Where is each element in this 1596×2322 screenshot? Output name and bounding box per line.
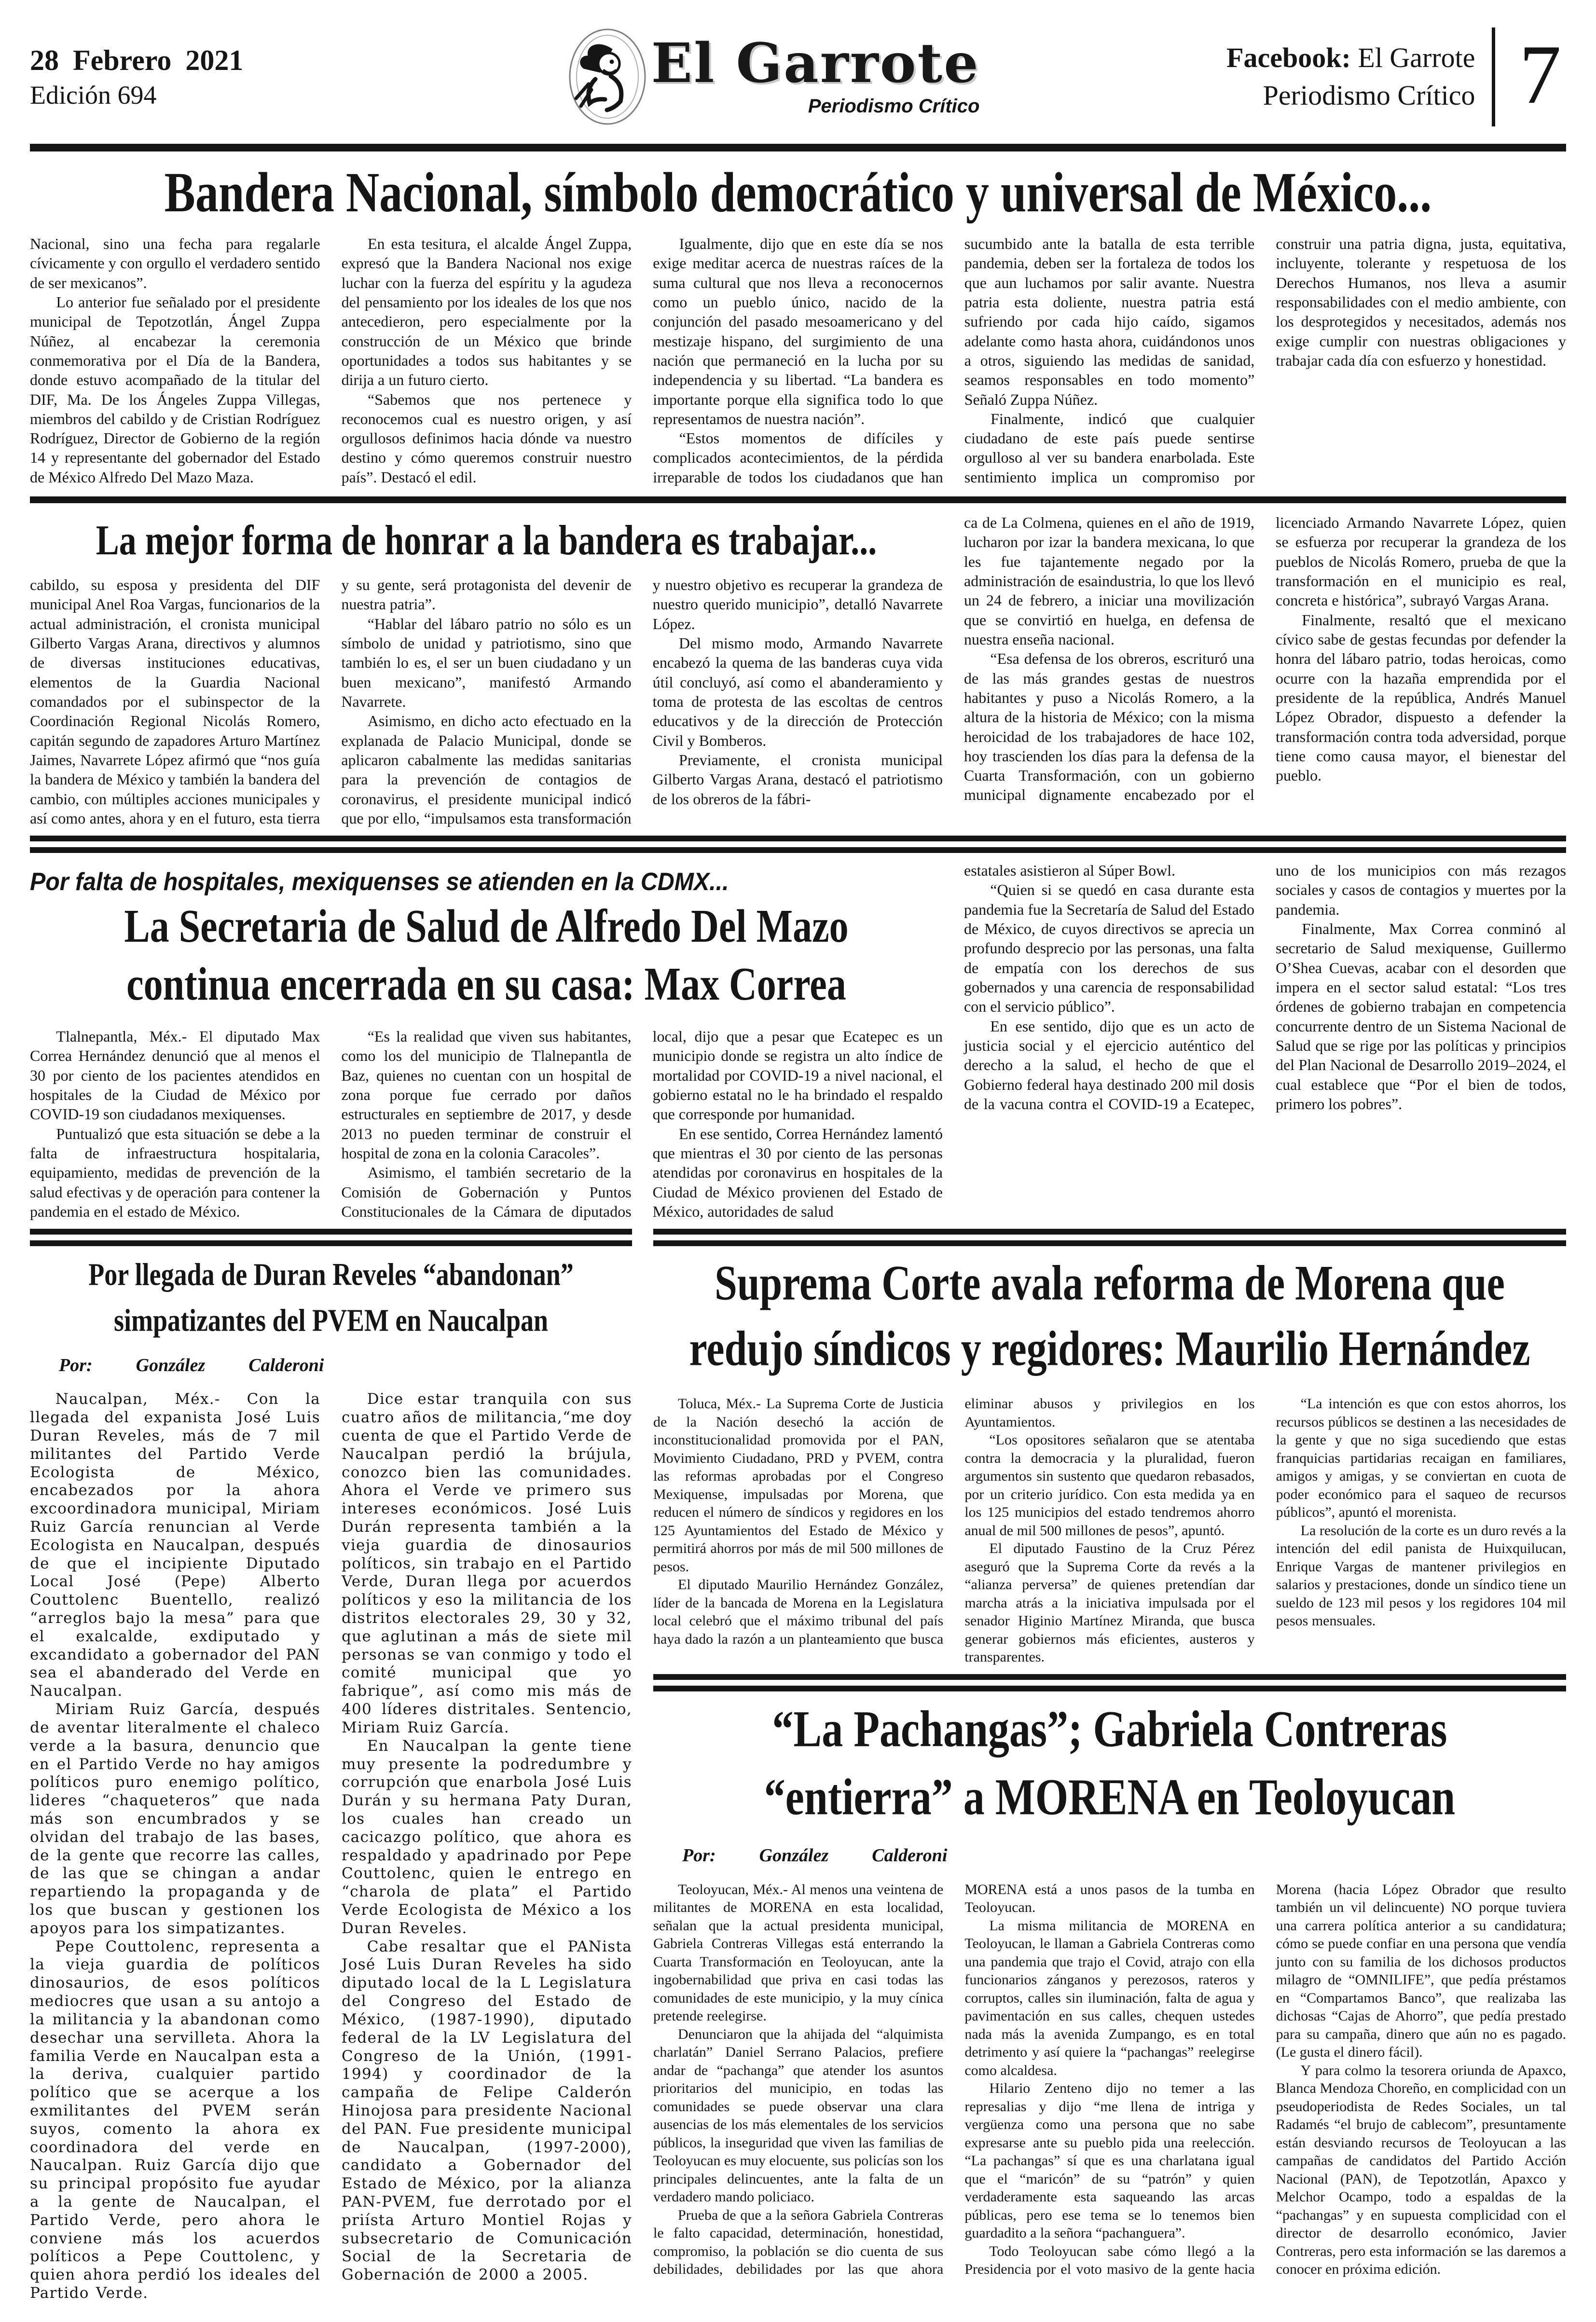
article-suprema-body (653, 1395, 1566, 1666)
byline-part: Por: (59, 1355, 93, 1376)
headline-line-2 (653, 1319, 1566, 1385)
article-paragraph: Y para colmo la tesorera oriunda de Apaxco, Blanca Mendoza Choreño, en complicidad con un pseudoperiodista de Redes Sociales, un tal Radamés “el brujo de cablecom”, presuntamente están desviando recursos de Teoloyucan a las campañas de candidatos del Partido Acción Nacional (PAN), de Tepotzotlán, Apaxco y Melchor Ocampo, todo a espaldas de la “pachangas” y en supuesta complicidad con el director de desarrollo económico, Javier Contreras, pero esta información se las daremos a conocer en próxima edición. (1276, 2062, 1566, 2277)
article-paragraph: En esta tesitura, el alcalde Ángel Zuppa, expresó que la Bandera Nacional nos exige luchar con la fuerza del espíritu y la agudeza del pensamiento por los ideales de los que nos antecedieron, pero especialmente por la construcción de un México que brinde oportunidades a todos sus habitantes y se dirija a un futuro cierto. (341, 235, 632, 389)
article-paragraph: Pepe Couttolenc, representa a la vieja guardia de políticos dinosaurios, de esos políticos mediocres que usan a su antojo a la militancia y la abandonan como desechar una servilleta. Ahora la familia Verde en Naucalpan esta a la deriva, cualquier partido político que se acerque a los exmilitantes del PVEM serán suyos, comento la ahora ex coordinadora del verde en Naucalpan. Ruiz García dijo que su principal propósito fue ayudar a la gente de Naucalpan, el Partido Verde, pero ahora le conviene más los acuerdos políticos a Pepe Couttolenc, y quien ahora perdió los ideales del Partido Verde. (30, 1937, 320, 2302)
article-salud-max-correa (30, 861, 1566, 1221)
masthead-right (1226, 27, 1566, 126)
article-paragraph: Cabe resaltar que el PANista José Luis Duran Reveles ha sido diputado local de la L Legislatura del Congreso del Estado de México, (1987-1990), diputado federal de la LV Legislatura del Congreso de la Unión, (1991-1994) y coordinador de la campaña de Felipe Calderón Hinojosa para presidente Nacional del PAN. Fue presidente municipal de Naucalpan, (1997-2000), candidato a Gobernador del Estado de México, por la alianza PAN-PVEM, fue derrotado por el priísta Arturo Montiel Rojas y subsecretario de Comunicación Social de la Secretaria de Gobernación de 2000 a 2005. (342, 1937, 632, 2284)
article-paragraph: “La intención es que con estos ahorros, los recursos públicos se destinen a las necesidades de la gente y que no siga sucediendo que estas franquicias partidarias recaigan en familiares, amigos y amigas, y se conviertan en cuota de poder económico para el saqueo de recursos públicos”, apuntó el morenista. (1276, 1396, 1566, 1521)
article-duran-byline (30, 1355, 632, 1376)
article-paragraph: El diputado Faustino de la Cruz Pérez aseguró que la Suprema Corte da revés a la “alianza perversa” de quienes pretendían dar marcha atrás a la iniciativa impulsada por el senador Higinio Martínez Miranda, que busca generar gobiernos más eficientes, austeros y transparentes. (964, 1540, 1255, 1665)
article-paragraph: “Esa defensa de los obreros, escrituró una de las más grandes gestas de nuestros habitantes y puso a Nicolás Romero, a la altura de la historia de México; con la misma heroicidad de los trabajadores de hace 102, hoy trascienden los días para la defensa de la Cuarta Transformación, con un gobierno municipal dignamente encabezado por el licenciado Armando Navarrete López, quien se esfuerza por recuperar la grandeza de los pueblos de Nicolás Romero, prueba de que la transformación en el municipio es real, concreta e histórica”, subrayó Vargas Arana. (964, 514, 1566, 804)
article-paragraph: Todo Teoloyucan sabe cómo llegó a la Presidencia por el voto masivo de la gente hacia Morena (hacia López Obrador que resulto también un vil delincuente) NO porque tuviera una carrera política anterior a su candidatura; cómo se puede confiar en una persona que vendía junto con su familia de los dichosos productos milagro de “OMNILIFE”, que pedía préstamos en “Compartamos Banco”, que realizaba las dichosas “Cajas de Ahorro”, que pedía prestado para su campaña, dinero que aún no es pagado. (Le gusta el dinero fácil). (964, 1881, 1566, 2277)
article-honrar-body-left (30, 575, 943, 828)
article-honrar-left (30, 513, 943, 828)
article-salud-kicker: Por falta de hospitales, mexiquenses se atienden en la CDMX... (30, 868, 729, 896)
article-honrar-right (964, 513, 1566, 828)
article-paragraph: Miriam Ruiz García, después de aventar literalmente el chaleco verde a la basura, denuncio que en el Partido Verde no hay amigos políticos puro enemigo político, lideres “chaqueteros” que nada más son encumbrados y se olvidan del trabajo de las bases, de la gente que recorre las calles, de las que se chingan a andar repartiendo la propaganda y de los que buscan y gestionen los apoyos para los simpatizantes. (30, 1701, 320, 1937)
byline-part: Calderoni (872, 1845, 948, 1866)
article-paragraph: La resolución de la corte es un duro revés a la intención del edil panista de Huixquilucan, Enrique Vargas de mantener privilegios en salarios y prestaciones, donde un síndico tiene un sueldo de 123 mil pesos y los regidores 104 mil pesos mensuales. (1276, 1522, 1566, 1629)
article-paragraph: En ese sentido, dijo que es un acto de justicia social y el ejercicio auténtico del derecho a la salud, el hecho de que el Gobierno federal haya destinado 200 mil dosis de la vacuna contra el COVID-19 a Ecatepec, uno de los municipios con más rezagos sociales y casos de contagios y muertes por la pandemia. (964, 862, 1566, 1113)
article-salud-body-left (30, 1027, 943, 1221)
article-paragraph: Denunciaron que la ahijada del “alquimista charlatán” Daniel Serrano Palacios, prefiere andar de “pachanga” que atender los asuntos prioritarios del municipio, en todas las comunidades se puede observar una clara ausencias de los más elementales de los servicios públicos, la inseguridad que viven las familias de Teoloyucan es muy elocuente, sus policías son los principales delincuentes, ante la falta de un verdadero mando policiaco. (653, 2026, 944, 2205)
headline-text: continua encerrada en su casa: Max Correa (126, 958, 846, 1010)
bottom-region (30, 1221, 1566, 2303)
article-paragraph: Lo anterior fue señalado por el presidente municipal de Tepotzotlán, Ángel Zuppa Núñez, al encabezar la ceremonia conmemorativa por el Día de la Bandera, donde estuvo acompañado de la titular del DIF, Ma. De los Ángeles Zuppa Villegas, miembros del cabildo y de Cristian Rodríguez Rodríguez, Director de Gobierno de la región 14 y representante del gobernador del Estado de México Alfredo Del Mazo Maza. (30, 293, 320, 486)
article-paragraph: “Los opositores señalaron que se atentaba contra la democracia y la pluralidad, fueron argumentos sin sustento que quedaron rebasados, por un criterio jurídico. Con esta medida ya en los 125 municipios del estado tendremos ahorro anual de mil 500 millones de pesos”, apuntó. (964, 1432, 1255, 1539)
article-salud-left (30, 861, 943, 1221)
article-paragraph: La misma militancia de MORENA en Teoloyucan, le llaman a Gabriela Contreras como una pandemia que trajo el Covid, atrajo con ella funcionarios zánganos y perezosos, rateros y corruptos, calles sin iluminación, falta de agua y pavimentación en sus calles, chequen ustedes nada más la avenida Zumpango, es en total detrimento y así quiere la “pachangas” reelegirse como alcaldesa. (964, 1917, 1255, 2078)
page-number: 7 (1519, 27, 1561, 121)
byline-part: Calderoni (248, 1355, 324, 1376)
headline-line-2 (653, 1767, 1566, 1835)
headline-line-2 (30, 1300, 632, 1346)
article-paragraph: Igualmente, dijo que en este día se nos exige meditar acerca de nuestras raíces de la suma cultural que nos lleva a reconocernos como un pueblo único, nacido de la conjunción del pasado mesoamericano y del mestizaje hispano, del surgimiento de una nación que permaneció en la lucha por su independencia y su libertad. “La bandera es importante porque ella significa todo lo que representamos de nuestra nación”. (653, 235, 943, 427)
article-pachangas-byline (653, 1845, 1566, 1866)
headline-text: “entierra” a MORENA en Teoloyucan (764, 1769, 1456, 1826)
headline-text: simpatizantes del PVEM en Naucalpan (113, 1302, 549, 1338)
facebook-tagline: Periodismo Crítico (1263, 80, 1475, 111)
newspaper-logo (319, 26, 1226, 127)
article-paragraph: Puntualizó que esta situación se debe a la falta de infraestructura hospitalaria, equipamiento, medidas de prevención de la salud efectivas y de operación para contener la pandemia en el estado de México. (30, 1125, 320, 1220)
masthead-divider (1492, 27, 1495, 126)
article-suprema-headline (653, 1254, 1566, 1385)
article-paragraph: ca de La Colmena, quienes en el año de 1919, lucharon por izar la bandera mexicana, lo que les fue tajantemente negado por la administración de esaindustria, lo que los llevó un 24 de febrero, a iniciar una movilización que se convirtió en huelga, en defensa de nuestra enseña nacional. (964, 514, 1254, 648)
article-paragraph: Previamente, el cronista municipal Gilberto Vargas Arana, destacó el patriotismo de los obreros de la fábri- (652, 751, 943, 808)
article-duran-headline (30, 1254, 632, 1345)
article-paragraph: cabildo, su esposa y presidenta del DIF municipal Anel Roa Vargas, funcionarios de la actual administración, el cronista municipal Gilberto Vargas Arana, directivos y alumnos de diversas instituciones educativas, elementos de la Guardia Nacional comandados por el subinspector de la Coordinación Regional Nicolás Romero, capitán segundo de zapadores Arturo Martínez Jaimes, Navarrete López afirmó que “nos guía la bandera de México y también la bandera del cambio, con múltiples acciones municipales y así como antes, ahora y en el futuro, esta tierra y su gente, será protagonista del devenir de nuestra patria”. (30, 576, 632, 827)
article-paragraph: Nacional, sino una fecha para regalarle cívicamente y con orgullo el verdadero sentido de ser mexicanos”. (30, 235, 320, 291)
article-pachangas (653, 1674, 1566, 2279)
logo-title: El Garrote (651, 31, 980, 95)
article-paragraph: Prueba de que a la señora Gabriela Contreras le falto capacidad, determinación, honestidad, compromiso, la población se dio cuenta de sus debilidades, debilidades por las que ahora MORENA está a unos pasos de la tumba en Teoloyucan. (653, 1881, 1255, 2277)
section-double-rule (30, 1229, 632, 1246)
article-salud-body-right (964, 861, 1566, 1113)
article-bandera-nacional (30, 160, 1566, 487)
headline-text: redujo síndicos y regidores: Maurilio Hernández (689, 1321, 1530, 1376)
article-paragraph: Asimismo, el también secretario de la Comisión de Gobernación y Puntos Constitucionales de la Cámara de diputados local, dijo que a pesar que Ecatepec es un municipio donde se registra un alto índice de mortalidad por COVID-19 a nivel nacional, el gobierno estatal no le ha brindado el respaldo que corresponde por humanidad. (341, 1028, 943, 1220)
article-paragraph: “Sabemos que nos pertenece y reconocemos cual es nuestro origen, y así orgullosos definimos hacia dónde va nuestro destino y cómo queremos construir nuestro país”. Destacó el edil. (341, 390, 632, 486)
article-honrar-headline (30, 517, 943, 564)
article-paragraph: “Hablar del lábaro patrio no sólo es un símbolo de unidad y patriotismo, sino que también lo es, el ser un buen ciudadano y un buen mexicano”, manifestó Armando Navarrete. (341, 615, 632, 710)
article-paragraph: estatales asistieron al Súper Bowl. (964, 862, 1176, 879)
logo-text-block (651, 31, 980, 117)
byline-part: González (136, 1355, 206, 1376)
article-suprema-corte (653, 1229, 1566, 1666)
article-paragraph: Del mismo modo, Armando Navarrete encabezó la quema de las banderas cuya vida útil concluyó, así como el abanderamiento y toma de protesta de las escoltas de centros educativos y de la dirección de Protección Civil y Bomberos. (652, 634, 943, 749)
section-double-rule (30, 836, 1566, 853)
article-honrar-bandera (30, 513, 1566, 828)
headline-text: Suprema Corte avala reforma de Morena que (715, 1256, 1505, 1311)
masthead (30, 14, 1566, 139)
article-pachangas-body (653, 1881, 1566, 2279)
article-paragraph: Asimismo, en dicho acto efectuado en la explanada de Palacio Municipal, donde se aplicaron cabalmente las medidas sanitarias para la prevención de contagios de coronavirus, el presidente municipal indicó que por ello, “impulsamos esta transformación y nuestro objetivo es recuperar la grandeza de nuestro querido municipio”, detalló Navarrete López. (341, 576, 943, 827)
facebook-name: El Garrote (1358, 41, 1475, 73)
masthead-date-block (30, 44, 319, 110)
article-bandera-body (30, 234, 1566, 487)
byline-part: González (759, 1845, 829, 1866)
headline-line-2 (30, 958, 943, 1016)
bottom-right-stack (653, 1221, 1566, 2303)
article-paragraph: Finalmente, Max Correa conminó al secretario de Salud mexiquense, Guillermo O’Shea Cuevas, acabar con el desorden que impera en el sector salud estatal: “Los tres órdenes de gobierno trabajan en competencia concurrente dentro de un Sistema Nacional de Salud que se rige por las políticas y principios del Plan Nacional de Desarrollo 2019–2024, el cual establece que “Por el bien de todos, primero los pobres”. (1276, 920, 1566, 1113)
article-paragraph: En ese sentido, Correa Hernández lamentó que mientras el 30 por ciento de las personas atendidas por coronavirus en hospitales de la Ciudad de México provienen del Estado de México, autoridades de salud (652, 1125, 943, 1220)
article-salud-right (964, 861, 1566, 1221)
section-rule (30, 496, 1566, 503)
headline-text: La Secretaria de Salud de Alfredo Del Mazo (124, 900, 849, 952)
article-paragraph: Dice estar tranquila con sus cuatro años de militancia,“me doy cuenta de que el Partido Verde de Naucalpan perdió la brújula, conozco bien las comunidades. Ahora el Verde ve primero sus intereses económicos. José Luis Durán representa también a la vieja guardia de dinosaurios políticos, sin trabajo en el Partido Verde, Duran llega por acuerdos políticos y eso la militancia de los distritos electorales 29, 30 y 32, que aglutinan a más de siete mil personas se van conmigo y todo el comité municipal que yo fabrique”, así como mis más de 400 líderes distritales. Sentencio, Miriam Ruiz García. (342, 1390, 632, 1736)
article-paragraph: Finalmente, indicó que cualquier ciudadano de este país puede sentirse orgulloso al ver su bandera enarbolada. Este sentimiento implica un compromiso por construir una patria digna, justa, equitativa, incluyente, tolerante y respetuosa de los Derechos Humanos, nos lleva a asumir responsabilidades con el medio ambiente, con los desprotegidos y necesitados, además nos exige cumplir con nuestras obligaciones y trabajar cada día con esfuerzo y honestidad. (964, 235, 1566, 486)
article-honrar-body-right (964, 513, 1566, 805)
facebook-info (1226, 39, 1475, 115)
logo-tagline: Periodismo Crítico (808, 95, 980, 117)
article-paragraph: En Naucalpan la gente tiene muy presente la podredumbre y corrupción que enarbola José Luis Durán y su hermana Paty Duran, los cuales han creado un cacicazgo político, que ahora es respaldado y apadrinado por Pepe Couttolenc, quien le entrego en “charola de plata” el Partido Verde Ecologista de México a los Duran Reveles. (342, 1737, 632, 1937)
article-paragraph: “Quien si se quedó en casa durante esta pandemia fue la Secretaría de Salud del Estado de México, de cuyos directivos se aprecia un profundo desprecio por las personas, una falta de empatía con los derechos de sus gobernados y una carencia de responsabilidad con el servicio público”. (964, 881, 1254, 1016)
headline-text: La mejor forma de honrar a la bandera es trabajar... (96, 517, 877, 564)
masthead-rule (30, 144, 1566, 151)
article-duran-reveles (30, 1221, 632, 2303)
article-pachangas-headline (653, 1699, 1566, 1835)
headline-text: “La Pachangas”; Gabriela Contreras (772, 1701, 1447, 1758)
facebook-line (1226, 39, 1475, 77)
article-bandera-headline (30, 160, 1566, 224)
jester-mascot-icon (566, 26, 648, 127)
headline-text: Por llegada de Duran Reveles “abandonan” (88, 1257, 574, 1292)
article-paragraph: “Estos momentos de difíciles y complicados acontecimientos, de la pérdida irreparable de todos los ciudadanos que han sucumbido ante la batalla de esta terrible pandemia, deben ser la fortaleza de todos los que aun luchamos por salir avante. Nuestra patria esta doliente, nuestra patria está sufriendo por cada hijo caído, sigamos adelante como hasta ahora, cuidándonos unos a otros, siguiendo las medidas de sanidad, seamos responsables en todo momento” Señaló Zuppa Núñez. (653, 235, 1255, 486)
edition-number: Edición 694 (30, 80, 157, 110)
article-paragraph: Teoloyucan, Méx.- Al menos una veintena de militantes de MORENA en esta localidad, señalan que la actual presidenta municipal, Gabriela Contreras Villegas está enterrando la Cuarta Transformación en Teoloyucan, ante la ingobernabilidad que priva en casi todas las comunidades de este municipio, y la muy cínica pretende reelegirse. (653, 1881, 944, 2024)
article-paragraph: Tlalnepantla, Méx.- El diputado Max Correa Hernández denunció que al menos el 30 por ciento de los pacientes atendidos en hospitales de la Ciudad de México por COVID-19 son ciudadanos mexiquenses. (30, 1028, 320, 1123)
article-salud-headline (30, 900, 943, 1016)
facebook-label: Facebook: (1226, 41, 1351, 73)
article-paragraph: Finalmente, resaltó que el mexicano cívico sabe de gestas fecundas por defender la honra del lábaro patrio, todas heroicas, como ocurre con la hazaña emprendida por el presidente de la república, Andrés Manuel López Obrador, dispuesto a defender la transformación contra toda adversidad, porque tiene como causa mayor, el bienestar del pueblo. (1276, 611, 1566, 784)
issue-date: 28 Febrero 2021 (30, 44, 244, 76)
headline-text: Bandera Nacional, símbolo democrático y universal de México... (164, 160, 1432, 224)
article-paragraph: “Es la realidad que viven sus habitantes, como los del municipio de Tlalnepantla de Baz, quienes no cuentan con un hospital de zona porque fue cerrado por daños estructurales en septiembre de 2017, y desde 2013 no pueden terminar de construir el hospital de zona en la colonia Caracoles”. (341, 1028, 632, 1162)
article-paragraph: Toluca, Méx.- La Suprema Corte de Justicia de la Nación desechó la acción de inconstitucionalidad promovida por el PAN, Movimiento Ciudadano, PRD y PVEM, contra las reformas aprobadas por el Congreso Mexiquense, impulsadas por Morena, que reducen el número de síndicos y regidores en los 125 Ayuntamientos del Estado de México y permitirá ahorros por más de mil 500 millones de pesos. (653, 1396, 944, 1575)
article-paragraph: El diputado Maurilio Hernández González, líder de la bancada de Morena en la Legislatura local celebró que el máximo tribunal del país haya dado la razón a un planteamiento que busca eliminar abusos y privilegios en los Ayuntamientos. (653, 1396, 1255, 1647)
article-paragraph: Naucalpan, Méx.- Con la llegada del expanista José Luis Duran Reveles, más de 7 mil militantes del Partido Verde Ecologista de México, encabezados por la ahora excoordinadora municipal, Miriam Ruiz García renuncian al Verde Ecologista en Naucalpan, después de que el incipiente Diputado Local José (Pepe) Alberto Couttolenc Buentello, realizó “arreglos bajo la mesa” para que el exalcalde, exdiputado y excandidato a gobernador del PAN sea el abanderado del Verde en Naucalpan. (30, 1390, 320, 1700)
byline-part: Por: (682, 1845, 716, 1866)
article-paragraph: Hilario Zenteno dijo no temer a las represalias y dijo “me llena de intriga y vergüenza como una persona que no sabe expresarse ante su pueblo pida una reelección. “La pachangas” sí que es una charlatana igual que el “maricón” de su “patrón” y quien verdaderamente esta saqueando las arcas públicas, pero ese tema se lo tenemos bien guardadito a la señora “pachanguera”. (964, 2080, 1255, 2241)
article-duran-body (30, 1390, 632, 2303)
